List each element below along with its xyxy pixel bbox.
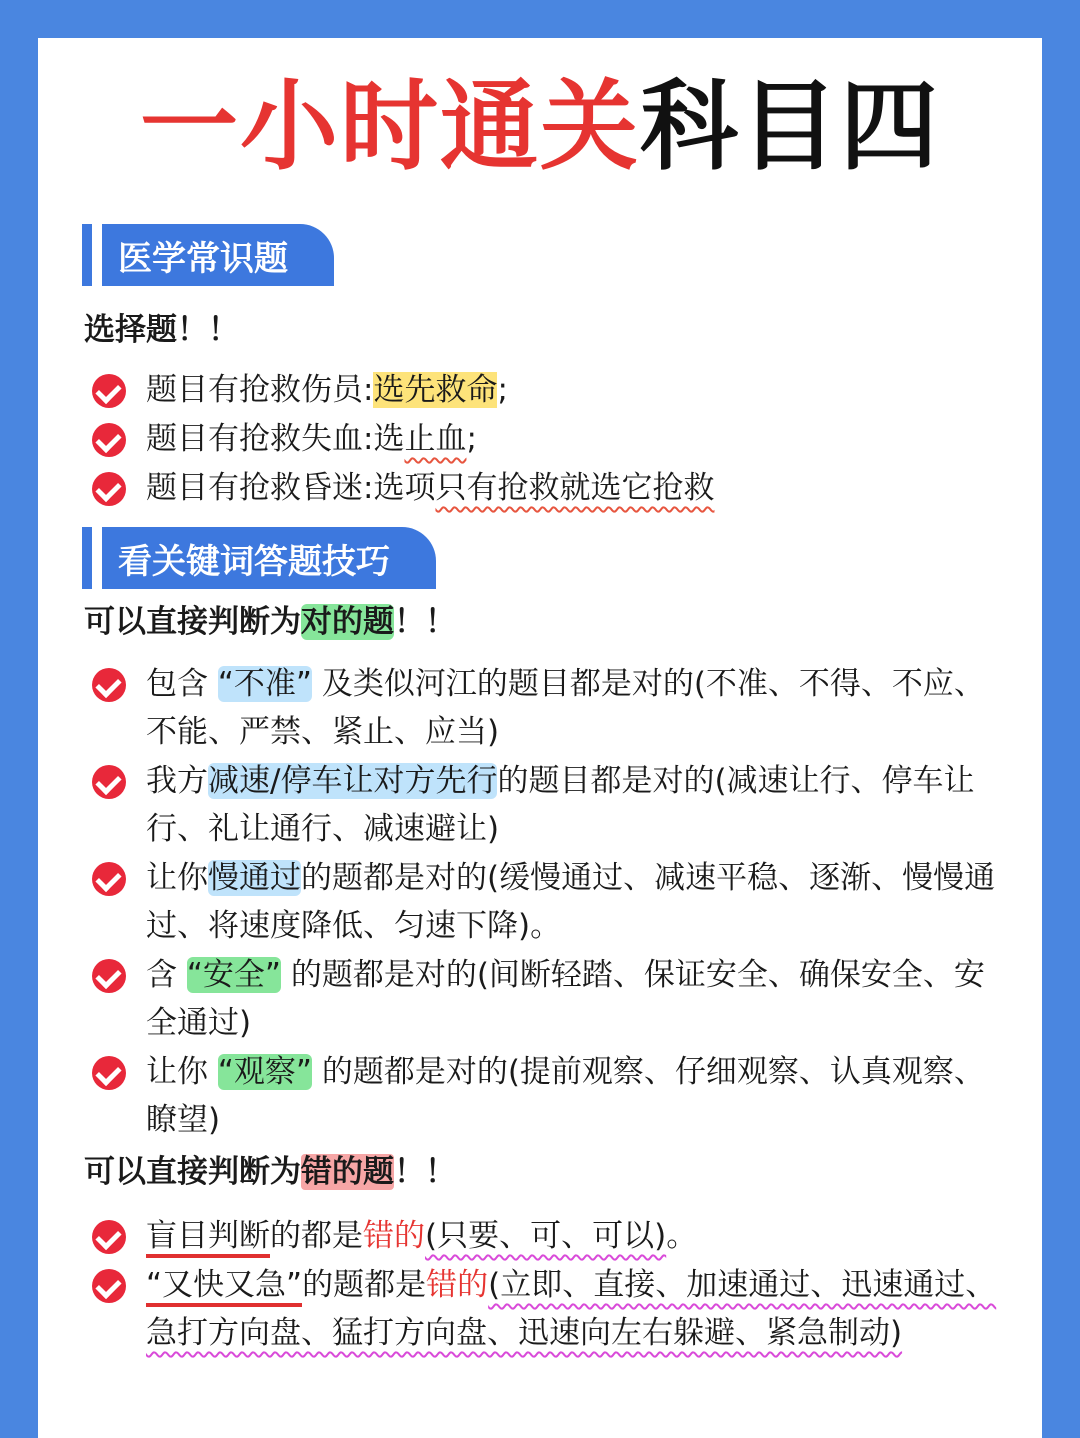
section-tab-medical (82, 224, 334, 286)
check-icon (92, 959, 126, 993)
item-text: 题目有抢救昏迷:选项 (146, 470, 436, 506)
item-text: 我方 (146, 763, 208, 799)
item-text: 让你 (146, 860, 208, 896)
check-icon (92, 472, 126, 506)
item-text: 包含 (146, 666, 208, 702)
list-item (92, 1048, 1002, 1144)
highlight-text: 对的题 (301, 604, 394, 640)
item-text: 。 (666, 1218, 698, 1254)
item-text: 题目有抢救失血:选 (146, 421, 405, 457)
highlight-text: 减速/停车让对方先行 (208, 763, 498, 799)
list-item (92, 464, 1002, 512)
item-text: 的题目都是对的(减速让行、停车让行、礼让通行、减速避让) (146, 763, 975, 847)
wavy-text: (立即、直接、加速通过、迅速通过、急打方向盘、猛打方向盘、迅速向左右躲避、紧急制动) (146, 1267, 997, 1351)
highlight-text: 慢通过 (208, 860, 301, 896)
section-tab-keywords (82, 527, 436, 589)
list-item (92, 366, 1002, 414)
check-icon (92, 1269, 126, 1303)
wrong-subhead (84, 1152, 456, 1192)
section-tab-bar (82, 527, 92, 589)
item-text: ; (466, 421, 477, 457)
list-item (92, 660, 1002, 756)
subhead-text: ！！ (394, 604, 456, 640)
red-text: 错的 (363, 1218, 425, 1254)
highlight-text: 选先救命 (373, 372, 498, 408)
check-icon (92, 765, 126, 799)
page-title (0, 70, 1080, 184)
subhead-text: 可以直接判断为 (84, 604, 301, 640)
check-icon (92, 423, 126, 457)
section-tab-label: 医学常识题 (102, 224, 334, 286)
list-item (92, 1212, 1002, 1260)
section-tab-bar (82, 224, 92, 286)
highlight-text: 只有抢救就选它抢救 (435, 470, 715, 506)
underlined-text: 盲目判断 (146, 1218, 270, 1258)
list-item (92, 951, 1002, 1047)
list-item (92, 757, 1002, 853)
item-text: 的题都是对的(缓慢通过、减速平稳、逐渐、慢慢通过、将速度降低、匀速下降)。 (146, 860, 996, 944)
red-text: 错的 (426, 1267, 489, 1303)
item-text: 题目有抢救伤员: (146, 372, 374, 408)
item-text: 的题都是对的(间断轻踏、保证安全、确保安全、安全通过) (146, 957, 985, 1041)
highlight-text: 错的题 (301, 1154, 394, 1190)
list-item (92, 854, 1002, 950)
item-text: ; (497, 372, 508, 408)
subhead-text: 可以直接判断为 (84, 1154, 301, 1190)
check-icon (92, 1220, 126, 1254)
title-black-part: 科目四 (640, 70, 941, 184)
item-text: 让你 (146, 1054, 208, 1090)
item-text: 的题都是对的(提前观察、仔细观察、认真观察、瞭望) (146, 1054, 985, 1138)
highlight-text: “观察” (217, 1054, 312, 1090)
correct-subhead (84, 602, 456, 642)
list-item (92, 1261, 1002, 1357)
item-text: 及类似河江的题目都是对的(不准、不得、不应、不能、严禁、紧止、应当) (146, 666, 985, 750)
check-icon (92, 862, 126, 896)
section-tab-label: 看关键词答题技巧 (102, 527, 436, 589)
item-text: 的题都是 (302, 1267, 427, 1303)
choice-subhead: 选择题！！ (84, 312, 239, 348)
item-text: 的都是 (270, 1218, 363, 1254)
underlined-text: “又快又急” (146, 1267, 302, 1307)
title-red-part: 一小时通关 (139, 70, 640, 184)
check-icon (92, 374, 126, 408)
item-text: 含 (146, 957, 177, 993)
highlight-text: “安全” (186, 957, 281, 993)
check-icon (92, 668, 126, 702)
list-item (92, 415, 1002, 463)
highlight-text: “不准” (217, 666, 312, 702)
highlight-text: 止血 (404, 421, 467, 457)
wavy-text: (只要、可、可以) (425, 1218, 667, 1254)
check-icon (92, 1056, 126, 1090)
subhead-text: ！！ (394, 1154, 456, 1190)
